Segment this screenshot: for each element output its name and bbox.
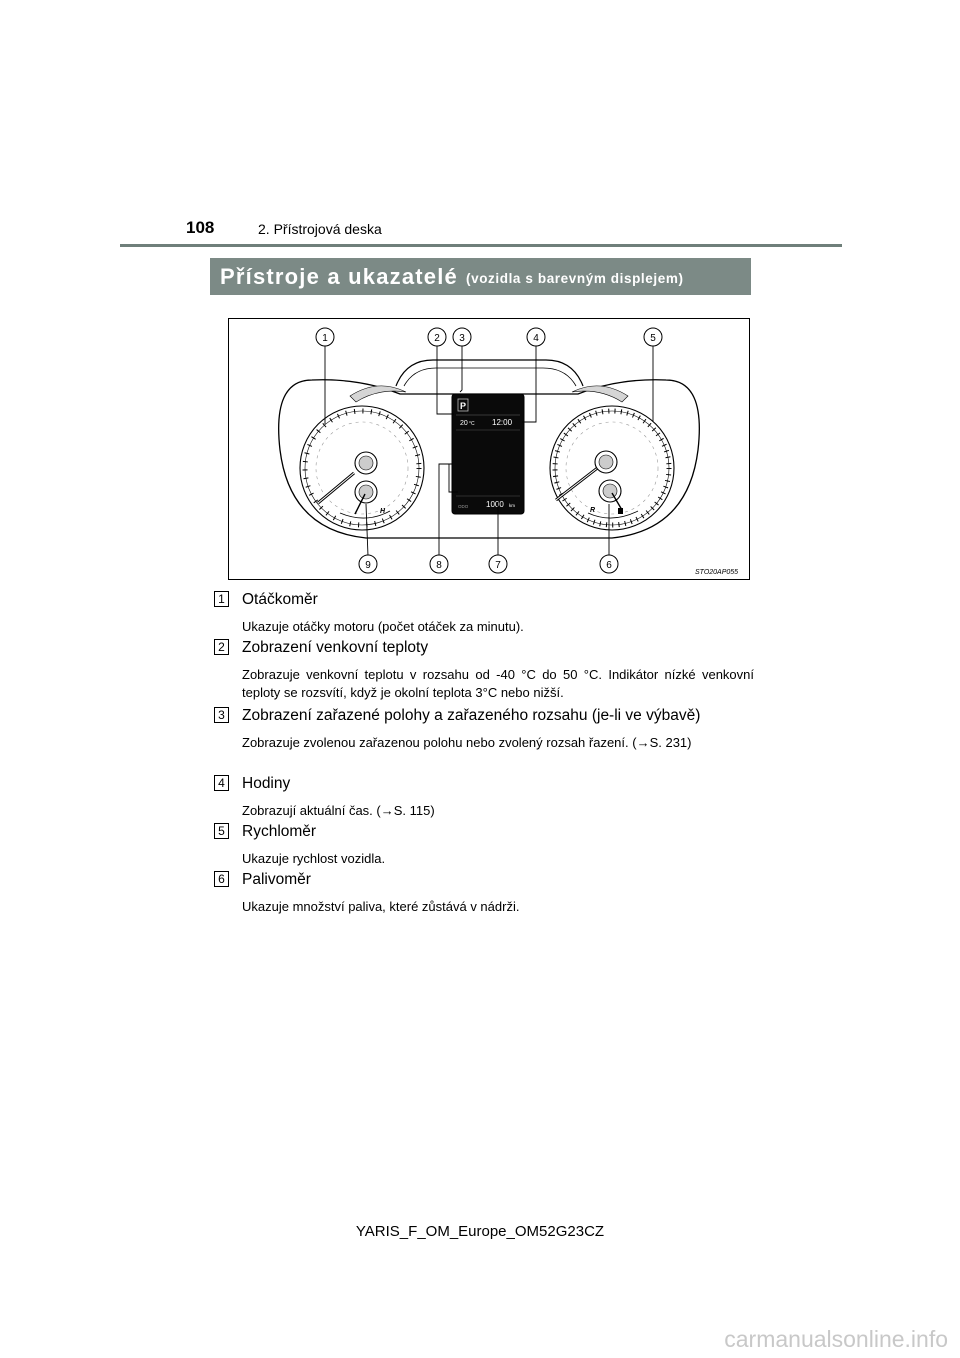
callout-7: 7 bbox=[495, 560, 501, 571]
display-clock: 12:00 bbox=[492, 418, 513, 427]
callout-4: 4 bbox=[533, 333, 539, 344]
fuel-reserve-mark: R bbox=[590, 507, 596, 514]
display-gear: P bbox=[460, 401, 467, 411]
page-number: 108 bbox=[186, 218, 215, 237]
item-description: Zobrazuje venkovní teplotu v rozsahu od -40 °C do 50 °C. Indikátor nízké venkovní teploty se rozsvítí, když je okolní teplota 3°C nebo nižší. bbox=[242, 667, 754, 700]
item-title: Hodiny bbox=[242, 775, 291, 792]
temp-hot-mark: H bbox=[380, 508, 386, 515]
header-rule bbox=[120, 244, 842, 247]
list-item bbox=[214, 636, 754, 704]
display-temperature-unit: °C bbox=[469, 421, 475, 427]
display-odo-label: ODO bbox=[458, 504, 469, 509]
figure-code: STO20AP055 bbox=[695, 569, 739, 576]
footer-code: YARIS_F_OM_Europe_OM52G23CZ bbox=[355, 1223, 605, 1240]
callout-6: 6 bbox=[606, 560, 612, 571]
item-title: Rychloměr bbox=[242, 823, 317, 840]
display-temperature: 20 bbox=[460, 420, 468, 427]
section-title: 2. Přístrojová deska bbox=[258, 221, 382, 237]
item-title: Zobrazení venkovní teploty bbox=[242, 639, 429, 656]
callout-5: 5 bbox=[650, 333, 656, 344]
display-odometer: 1000 bbox=[486, 500, 504, 509]
item-number: 1 bbox=[214, 591, 229, 607]
item-number: 4 bbox=[214, 775, 229, 791]
page-title: Přístroje a ukazatelé bbox=[220, 263, 458, 289]
page-subtitle: (vozidla s barevným displejem) bbox=[465, 271, 684, 286]
item-title: Otáčkoměr bbox=[242, 591, 318, 608]
item-description: Ukazuje množství paliva, které zůstává v nádrži. bbox=[242, 899, 520, 914]
display-odometer-unit: km bbox=[509, 503, 515, 508]
instrument-cluster-illustration bbox=[228, 318, 750, 580]
item-number: 3 bbox=[214, 707, 229, 723]
watermark: carmanualsonline.info bbox=[724, 1326, 948, 1352]
callout-8: 8 bbox=[436, 560, 442, 571]
item-list bbox=[214, 588, 754, 916]
item-description: Zobrazuje zvolenou zařazenou polohu nebo zvolený rozsah řazení. (→S. 231) bbox=[242, 735, 692, 750]
callout-2: 2 bbox=[434, 333, 440, 344]
list-item bbox=[214, 820, 754, 868]
callout-1: 1 bbox=[322, 333, 328, 344]
item-description: Ukazuje otáčky motoru (počet otáček za minutu). bbox=[242, 619, 524, 634]
fuel-pump-icon bbox=[618, 508, 623, 514]
item-title: Zobrazení zařazené polohy a zařazeného rozsahu (je-li ve výbavě) bbox=[242, 707, 701, 724]
item-number: 6 bbox=[214, 871, 229, 887]
item-description: Zobrazují aktuální čas. (→S. 115) bbox=[242, 803, 435, 818]
item-number: 5 bbox=[214, 823, 229, 839]
item-description: Ukazuje rychlost vozidla. bbox=[242, 851, 386, 866]
title-bar bbox=[210, 258, 751, 295]
callout-3: 3 bbox=[459, 333, 465, 344]
item-title: Palivoměr bbox=[242, 871, 311, 888]
instrument-cluster-figure bbox=[228, 318, 750, 580]
list-item bbox=[214, 868, 754, 916]
list-item bbox=[214, 704, 754, 772]
list-item bbox=[214, 772, 754, 820]
list-item bbox=[214, 588, 754, 636]
item-number: 2 bbox=[214, 639, 229, 655]
callout-9: 9 bbox=[365, 560, 371, 571]
